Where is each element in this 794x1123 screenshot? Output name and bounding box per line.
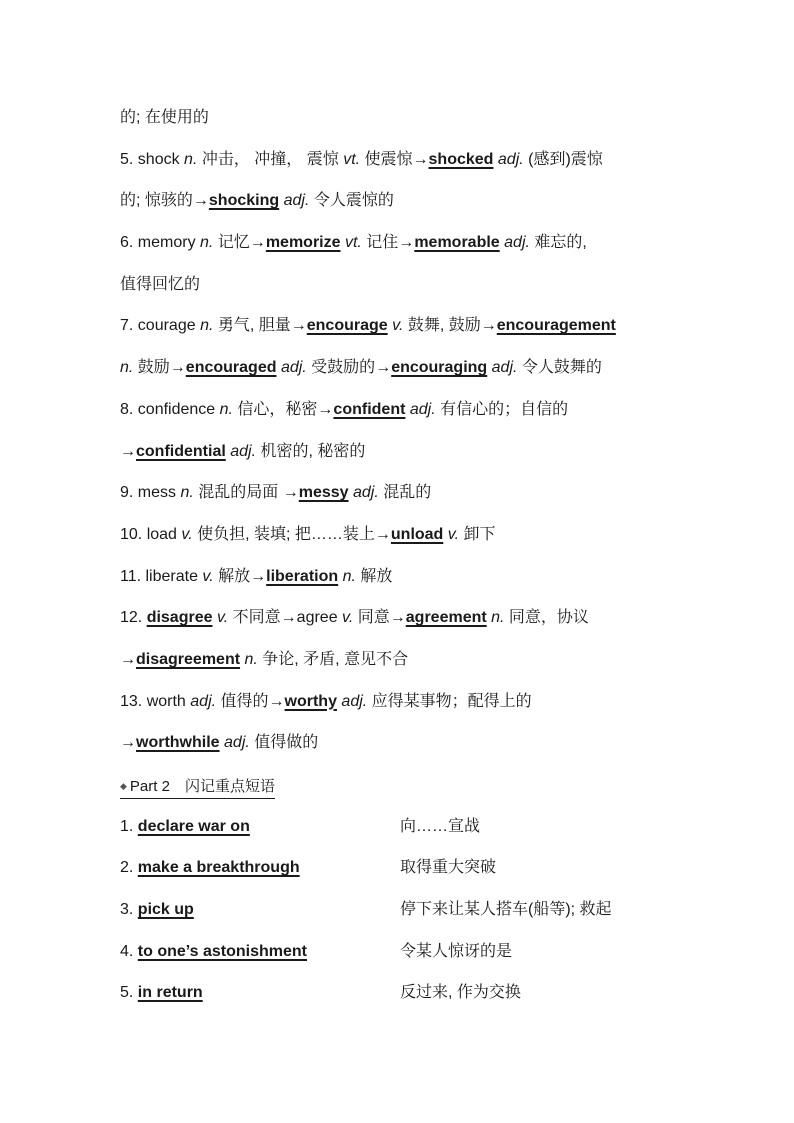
answer-word: encouraged xyxy=(185,359,277,377)
definition: 令人震惊的 xyxy=(309,192,394,210)
definition: 冲击， 冲撞， 震惊 xyxy=(197,150,344,168)
part-of-speech: v. xyxy=(392,317,404,335)
entry-number: 11. liberate xyxy=(120,567,203,585)
definition: 记住→ xyxy=(361,234,415,252)
definition: 信心，秘密→ xyxy=(232,400,334,418)
part-of-speech: v. xyxy=(342,609,354,627)
part-of-speech: v. xyxy=(447,525,460,543)
answer-word: shocked xyxy=(428,150,494,168)
section-title: Part 2 闪记重点短语 xyxy=(129,778,275,795)
definition: 记忆→ xyxy=(213,234,266,252)
part-of-speech: v. xyxy=(216,609,229,627)
phrase-number: 3. xyxy=(120,901,138,919)
part-of-speech: vt. xyxy=(343,150,361,168)
definition: 混乱的局面 → xyxy=(193,484,299,502)
answer-word: messy xyxy=(298,484,349,502)
definition: 同意，协议 xyxy=(504,609,589,627)
text-line xyxy=(120,267,676,309)
part-of-speech: adj. xyxy=(491,359,518,377)
vocab-line-memory xyxy=(120,225,676,267)
answer-word: disagree xyxy=(146,609,213,627)
definition: 机密的, 秘密的 xyxy=(256,442,366,460)
diamond-bullet-icon: ◆ xyxy=(120,781,127,791)
part-of-speech: n. xyxy=(200,234,214,252)
text: 值得回忆的 xyxy=(120,275,201,293)
text-line xyxy=(120,350,676,392)
answer-word: agreement xyxy=(405,609,487,627)
phrase-meaning: 令某人惊讶的是 xyxy=(400,942,513,960)
definition: 有信心的；自信的 xyxy=(435,400,569,418)
part-of-speech: adj. xyxy=(230,442,257,460)
definition: 同意→ xyxy=(353,609,406,627)
entry-number: 7. courage xyxy=(120,317,201,335)
entry-number: 9. mess xyxy=(120,484,181,502)
definition: → xyxy=(120,650,136,668)
part-of-speech: n. xyxy=(120,359,134,377)
part-of-speech: adj. xyxy=(224,734,250,752)
part-of-speech: adj. xyxy=(341,692,368,710)
vocab-line-worth xyxy=(120,684,676,726)
vocab-line-disagree xyxy=(120,600,676,642)
definition: 解放 xyxy=(355,567,393,585)
answer-word: confidential xyxy=(136,442,226,460)
definition: 鼓励→ xyxy=(133,359,186,377)
answer-word: encouragement xyxy=(496,317,616,335)
answer-word: encourage xyxy=(306,317,388,335)
vocab-line-liberate xyxy=(120,559,676,601)
answer-word: memorable xyxy=(414,234,500,252)
phrase-number: 1. xyxy=(120,817,138,835)
answer-word: encouraging xyxy=(391,359,488,377)
phrase-meaning: 停下来让某人搭车(船等); 救起 xyxy=(400,901,612,919)
part-of-speech: adj. xyxy=(283,192,310,210)
vocab-line-load xyxy=(120,517,676,559)
phrase-number: 5. xyxy=(120,984,138,1002)
phrase-item xyxy=(120,809,676,851)
phrase-meaning: 取得重大突破 xyxy=(400,859,497,877)
phrase-text: pick up xyxy=(137,901,194,919)
vocab-line-confidence xyxy=(120,392,676,434)
part-of-speech: n. xyxy=(184,150,198,168)
definition: 使震惊→ xyxy=(360,150,429,168)
definition: (感到)震惊 xyxy=(523,150,603,168)
text-line xyxy=(120,642,676,684)
part-of-speech: adj. xyxy=(497,150,524,168)
answer-word: liberation xyxy=(266,567,339,585)
part-of-speech: adj. xyxy=(409,400,436,418)
answer-word: confident xyxy=(333,400,406,418)
definition: 值得做的 xyxy=(249,734,319,752)
phrase-text: make a breakthrough xyxy=(137,859,300,877)
phrase-item xyxy=(120,975,676,1017)
entry-number: 10. load xyxy=(120,525,182,543)
phrase-number: 4. xyxy=(120,942,138,960)
phrase-text: to one’s astonishment xyxy=(137,942,307,960)
answer-word: unload xyxy=(390,525,444,543)
definition: 解放→ xyxy=(213,567,267,585)
entry-number: 5. shock xyxy=(120,150,180,168)
text: 的; 在使用的 xyxy=(120,109,209,126)
text-line xyxy=(120,183,676,225)
part-of-speech: n. xyxy=(342,567,356,585)
vocab-line-mess xyxy=(120,475,676,517)
definition: 使负担, 装填; 把……装上→ xyxy=(192,525,391,543)
part-of-speech: n. xyxy=(244,650,258,668)
phrase-text: declare war on xyxy=(137,817,250,835)
answer-word: shocking xyxy=(208,192,280,210)
definition: 勇气, 胆量→ xyxy=(213,317,307,335)
text-line xyxy=(120,434,676,476)
entry-number: 8. confidence xyxy=(120,400,220,418)
part-of-speech: v. xyxy=(181,525,193,543)
entry-number: 12. xyxy=(120,609,147,627)
definition: 应得某事物；配得上的 xyxy=(367,692,532,710)
definition: 难忘的, xyxy=(529,234,587,252)
phrase-item xyxy=(120,850,676,892)
part-of-speech: n. xyxy=(200,317,214,335)
answer-word: worthy xyxy=(284,692,337,710)
phrase-text: in return xyxy=(137,984,203,1002)
definition: 卸下 xyxy=(459,525,496,543)
entry-number: 13. worth xyxy=(120,692,191,710)
definition: 值得的→ xyxy=(216,692,285,710)
answer-word: worthwhile xyxy=(136,734,220,752)
part-of-speech: vt. xyxy=(344,234,362,252)
answer-word: memorize xyxy=(265,234,341,252)
part-of-speech: v. xyxy=(202,567,214,585)
part-of-speech: n. xyxy=(491,609,505,627)
definition: → xyxy=(120,442,136,460)
definition: 鼓舞, 鼓励→ xyxy=(403,317,497,335)
definition: 混乱的 xyxy=(378,484,432,502)
definition: 争论, 矛盾, 意见不合 xyxy=(257,650,409,668)
definition: 受鼓励的→ xyxy=(306,359,392,377)
vocab-line-shock xyxy=(120,142,676,184)
part-of-speech: adj. xyxy=(280,359,307,377)
part-of-speech: adj. xyxy=(504,234,530,252)
part-of-speech: adj. xyxy=(353,484,379,502)
entry-number: 6. memory xyxy=(120,234,201,252)
text-line xyxy=(120,100,676,142)
phrase-number: 2. xyxy=(120,859,138,877)
vocab-line-courage xyxy=(120,308,676,350)
part-of-speech: n. xyxy=(219,400,233,418)
phrase-meaning: 反过来, 作为交换 xyxy=(400,984,521,1002)
phrase-item xyxy=(120,934,676,976)
phrase-item xyxy=(120,892,676,934)
part-of-speech: n. xyxy=(180,484,194,502)
text-line xyxy=(120,725,676,767)
answer-word: disagreement xyxy=(136,650,241,668)
phrase-meaning: 向……宣战 xyxy=(400,817,481,835)
section-heading-row xyxy=(120,767,676,809)
part-of-speech: adj. xyxy=(190,692,217,710)
document-page xyxy=(120,100,676,1017)
section-heading xyxy=(120,775,275,799)
definition: 令人鼓舞的 xyxy=(517,359,602,377)
definition: → xyxy=(120,734,136,752)
definition: 的; 惊骇的→ xyxy=(120,192,209,210)
definition: 不同意→agree xyxy=(228,609,343,627)
